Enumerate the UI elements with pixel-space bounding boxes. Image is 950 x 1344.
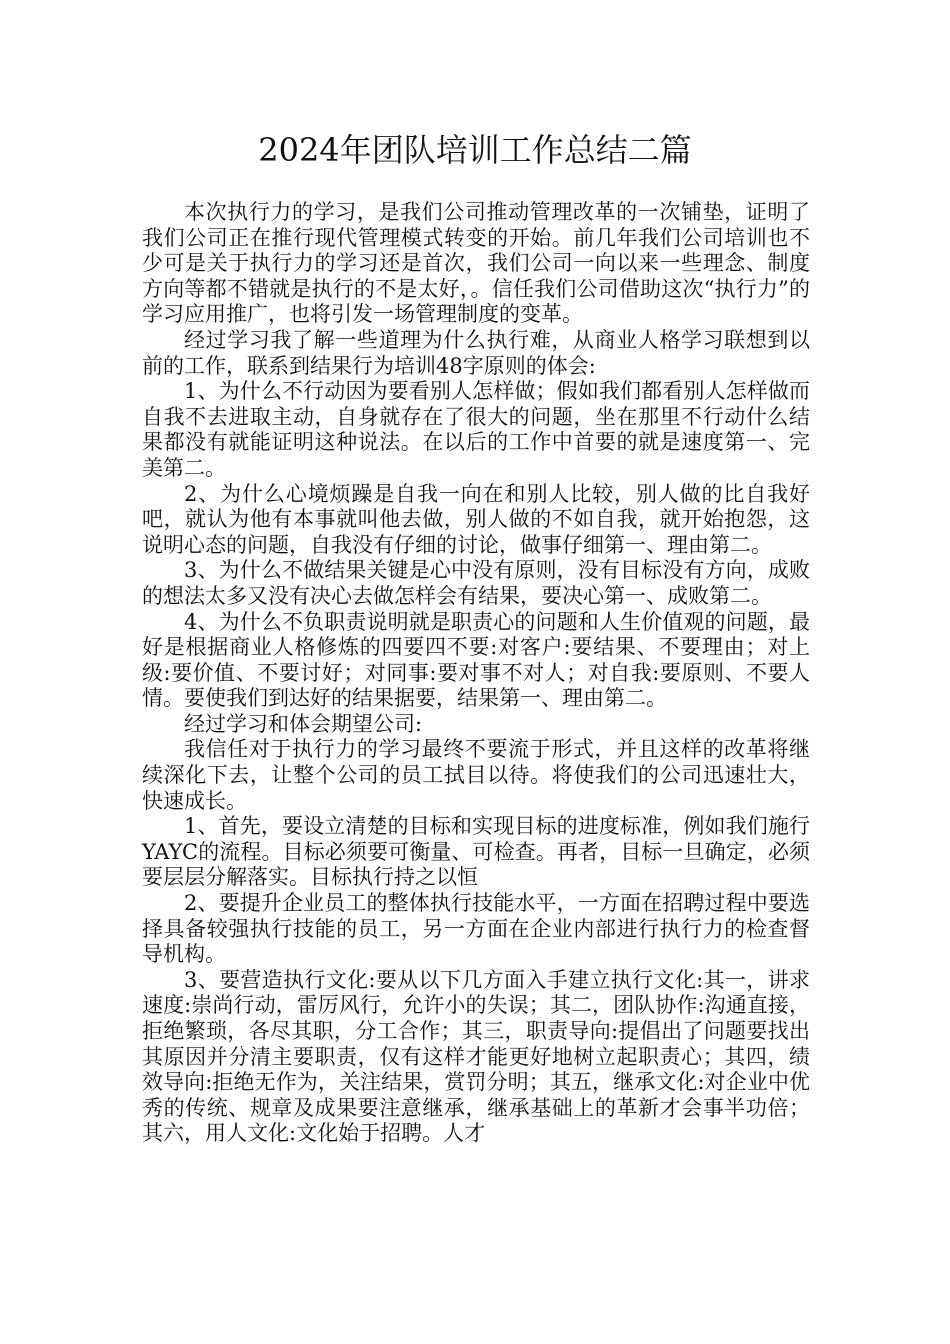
document-body xyxy=(142,200,810,1147)
paragraph: 1、为什么不行动因为要看别人怎样做；假如我们都看别人怎样做而自我不去进取主动，自身就存在了很大的问题，坐在那里不行动什么结果都没有就能证明这种说法。在以后的工作中首要的就是速度第一、完美第二。 xyxy=(142,379,810,480)
paragraph: 3、为什么不做结果关键是心中没有原则，没有目标没有方向，成败的想法太多又没有决心去做怎样会有结果，要决心第一、成败第二。 xyxy=(142,558,810,608)
document-title: 2024年团队培训工作总结二篇 xyxy=(258,131,692,169)
paragraph: 我信任对于执行力的学习最终不要流于形式，并且这样的改革将继续深化下去，让整个公司的员工拭目以待。将使我们的公司迅速壮大，快速成长。 xyxy=(142,737,810,813)
paragraph: 经过学习和体会期望公司: xyxy=(184,711,423,736)
paragraph: 2、要提升企业员工的整体执行技能水平，一方面在招聘过程中要选择具备较强执行技能的员工，另一方面在企业内部进行执行力的检查督导机构。 xyxy=(142,891,810,967)
paragraph: 1、首先，要设立清楚的目标和实现目标的进度标准，例如我们施行YAYC的流程。目标必须要可衡量、可检查。再者，目标一旦确定，必须要层层分解落实。目标执行持之以恒 xyxy=(142,814,810,890)
paragraph: 经过学习我了解一些道理为什么执行难，从商业人格学习联想到以前的工作，联系到结果行为培训48字原则的体会: xyxy=(142,327,810,378)
paragraph: 4、为什么不负职责说明就是职责心的问题和人生价值观的问题，最好是根据商业人格修炼的四要四不要:对客户:要结果、不要理由；对上级:要价值、不要讨好；对同事:要对事不对人；对自我:要原则、不要人情。要使我们到达好的结果据要，结果第一、理由第二。 xyxy=(142,609,810,711)
paragraph: 本次执行力的学习，是我们公司推动管理改革的一次铺垫，证明了我们公司正在推行现代管理模式转变的开始。前几年我们公司培训也不少可是关于执行力的学习还是首次，我们公司一向以来一些理念、制度方向等都不错就是执行的不是太好，。信任我们公司借助这次“执行力”的学习应用推广，也将引发一场管理制度的变革。 xyxy=(142,200,810,327)
paragraph: 2、为什么心境烦躁是自我一向在和别人比较，别人做的比自我好吧，就认为他有本事就叫他去做，别人做的不如自我，就开始抱怨，这说明心态的问题，自我没有仔细的讨论，做事仔细第一、理由第二。 xyxy=(142,481,810,557)
paragraph: 3、要营造执行文化:要从以下几方面入手建立执行文化:其一，讲求速度:崇尚行动，雷厉风行，允许小的失误；其二，团队协作:沟通直接，拒绝繁琐，各尽其职，分工合作；其三，职责导向:提倡出了问题要找出其原因并分清主要职责，仅有这样才能更好地树立起职责心；其四，绩效导向:拒绝无作为，关注结果，赏罚分明；其五，继承文化:对企业中优秀的传统、规章及成果要注意继承，继承基础上的革新才会事半功倍；其六，用人文化:文化始于招聘。人才 xyxy=(142,967,810,1146)
